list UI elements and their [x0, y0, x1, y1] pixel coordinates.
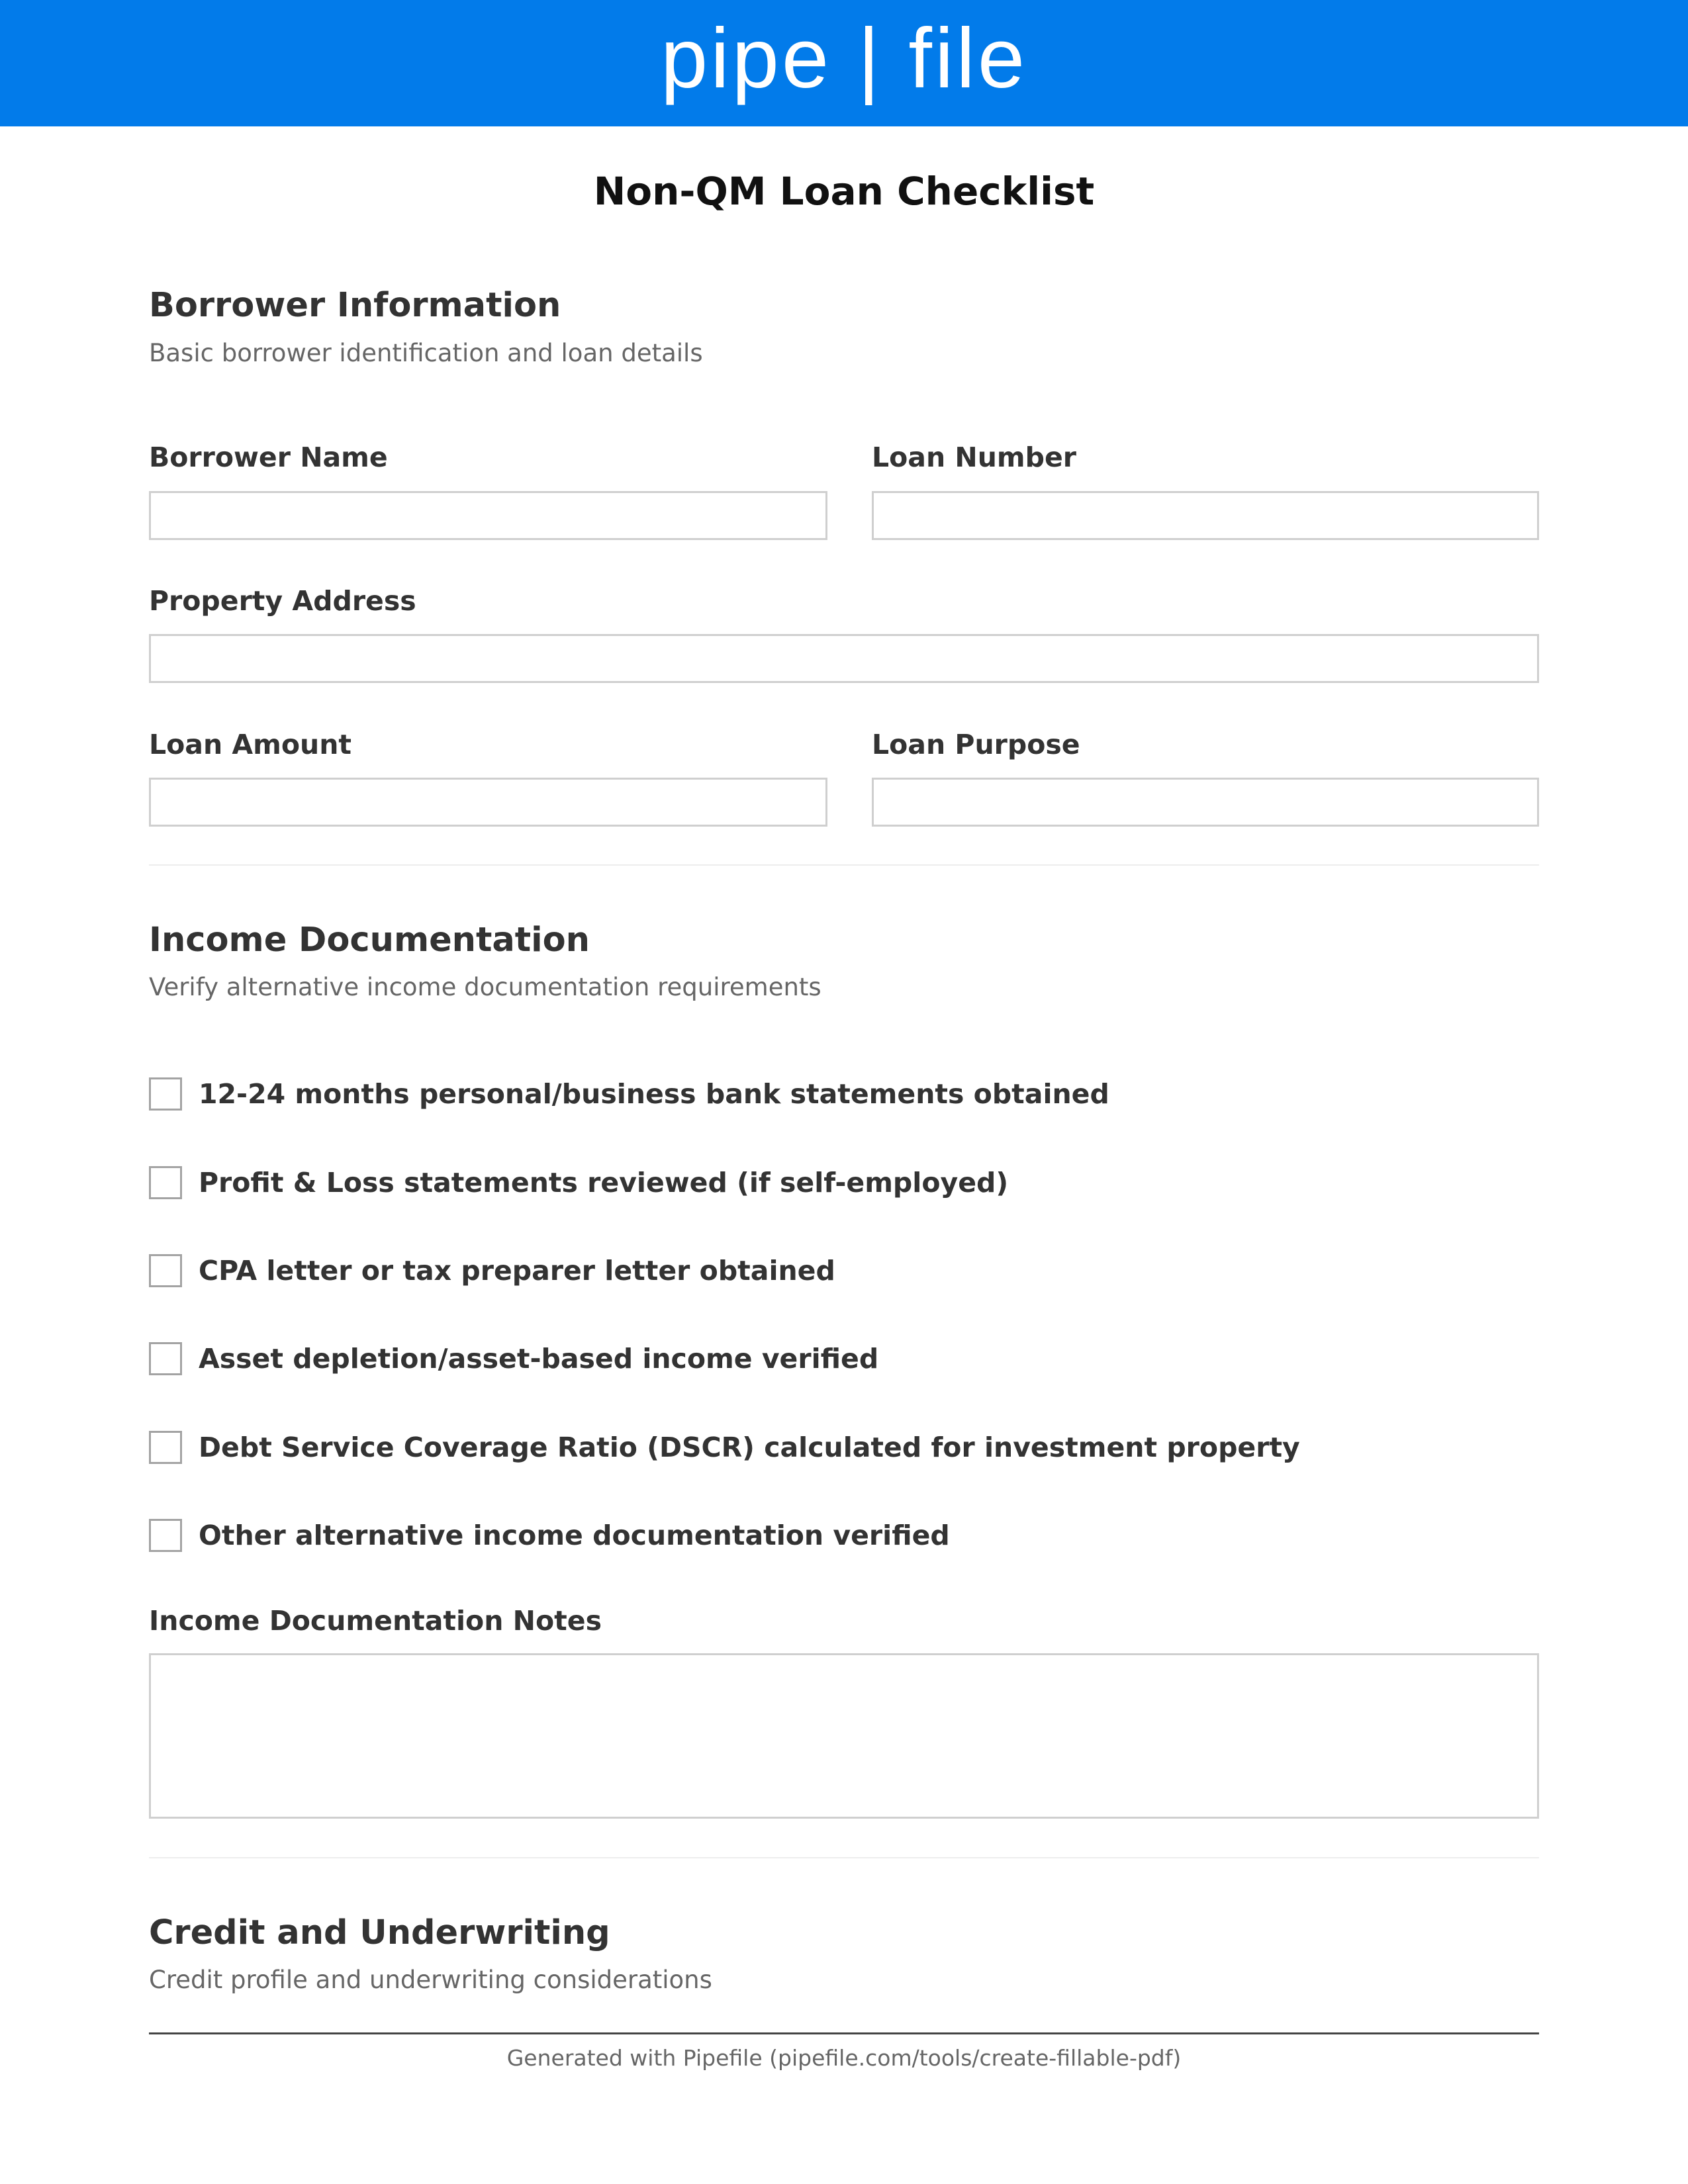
income-section-title: Income Documentation	[149, 921, 590, 960]
checklist-item[interactable]	[149, 1074, 1109, 1114]
credit-section-subtitle: Credit profile and underwriting considerations	[149, 1966, 712, 1994]
section-divider	[149, 1857, 1539, 1858]
checkbox[interactable]	[149, 1342, 182, 1375]
property-address-label: Property Address	[149, 585, 416, 617]
income-section-subtitle: Verify alternative income documentation requirements	[149, 973, 821, 1001]
checklist-item[interactable]	[149, 1339, 878, 1379]
credit-section-title: Credit and Underwriting	[149, 1913, 610, 1952]
borrower-section-title: Borrower Information	[149, 286, 561, 325]
borrower-section-subtitle: Basic borrower identification and loan details	[149, 339, 703, 367]
page-title: Non-QM Loan Checklist	[593, 169, 1095, 214]
borrower-name-label: Borrower Name	[149, 441, 388, 473]
loan-number-label: Loan Number	[872, 441, 1077, 473]
checkbox[interactable]	[149, 1077, 182, 1111]
brand-logo: pipe | file	[661, 11, 1027, 106]
checkbox[interactable]	[149, 1519, 182, 1552]
checkbox[interactable]	[149, 1254, 182, 1287]
checklist-item-label: Profit & Loss statements reviewed (if self-employed)	[199, 1167, 1009, 1199]
checklist-item[interactable]	[149, 1428, 1300, 1467]
loan-amount-label: Loan Amount	[149, 729, 352, 760]
checklist-item-label: Debt Service Coverage Ratio (DSCR) calculated for investment property	[199, 1432, 1300, 1463]
property-address-field[interactable]	[149, 634, 1539, 683]
checklist-item[interactable]	[149, 1251, 835, 1291]
footer-text: Generated with Pipefile (pipefile.com/tools/create-fillable-pdf)	[506, 2045, 1182, 2071]
checklist-item-label: Other alternative income documentation verified	[199, 1520, 950, 1551]
checklist-item-label: Asset depletion/asset-based income verified	[199, 1343, 879, 1375]
header-bar	[0, 0, 1688, 126]
income-notes-label: Income Documentation Notes	[149, 1605, 602, 1637]
income-notes-textarea[interactable]	[149, 1653, 1539, 1819]
checkbox[interactable]	[149, 1431, 182, 1464]
checklist-item[interactable]	[149, 1516, 950, 1555]
section-divider	[149, 864, 1539, 866]
checklist-item-label: CPA letter or tax preparer letter obtained	[199, 1255, 835, 1287]
loan-number-field[interactable]	[872, 491, 1539, 540]
footer-rule	[149, 2032, 1539, 2034]
checklist-item[interactable]	[149, 1163, 1008, 1203]
loan-purpose-field[interactable]	[872, 778, 1539, 827]
loan-purpose-label: Loan Purpose	[872, 729, 1080, 760]
checklist-item-label: 12-24 months personal/business bank statements obtained	[199, 1078, 1109, 1110]
borrower-name-field[interactable]	[149, 491, 827, 540]
loan-amount-field[interactable]	[149, 778, 827, 827]
checkbox[interactable]	[149, 1166, 182, 1199]
